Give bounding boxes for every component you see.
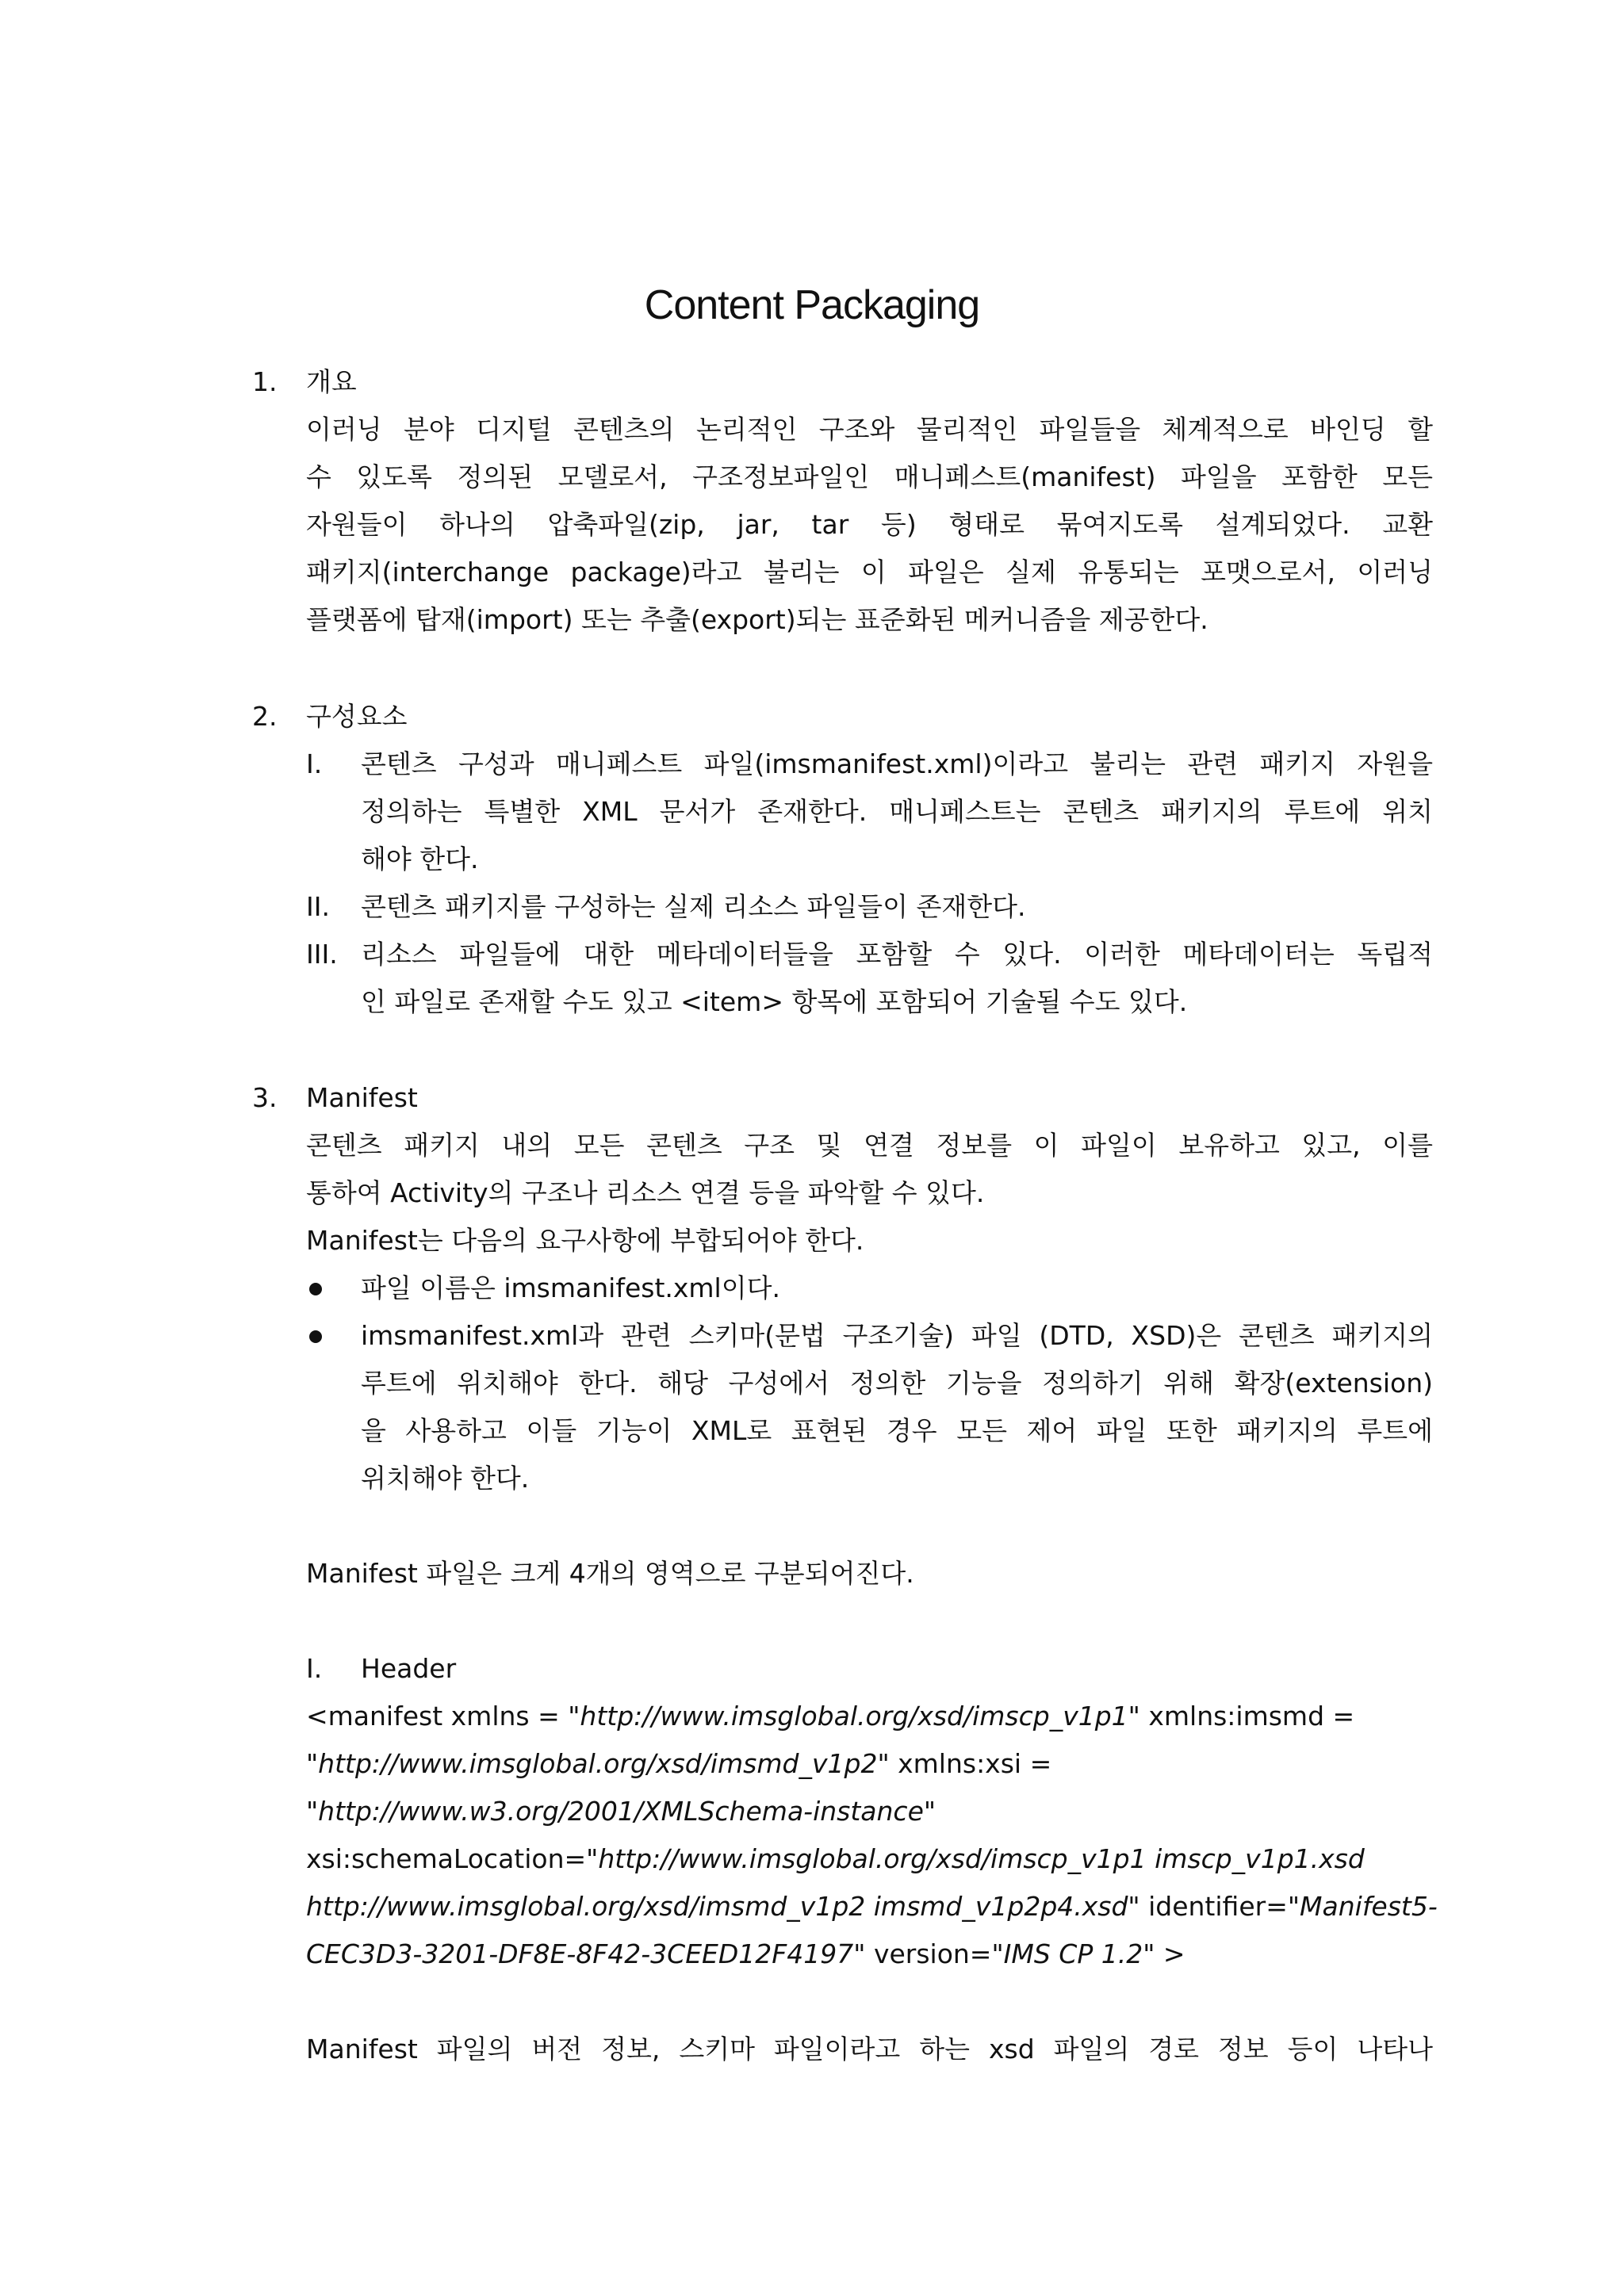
- section-3-number: 3.: [252, 1082, 278, 1113]
- section-1-number: 1.: [252, 366, 278, 397]
- code-line: "http://www.w3.org/2001/XMLSchema-instance": [306, 1796, 936, 1827]
- section-3-heading: Manifest: [306, 1082, 418, 1113]
- code-line: xsi:schemaLocation="http://www.imsglobal.org/xsd/imscp_v1p1 imscp_v1p1.xsd: [306, 1843, 1365, 1874]
- item-line: 콘텐츠 구성과 매니페스트 파일(imsmanifest.xml)이라고 불리는 관련 패키지 자원을: [361, 748, 1433, 779]
- bullet-icon: [309, 1283, 322, 1295]
- code-line: <manifest xmlns = "http://www.imsglobal.org/xsd/imscp_v1p1" xmlns:imsmd =: [306, 1701, 1355, 1732]
- subsection-numeral: I.: [306, 1653, 323, 1684]
- section-2-heading: 구성요소: [306, 701, 408, 732]
- section-1-line: 패키지(interchange package)라고 불리는 이 파일은 실제 유통되는 포맷으로서, 이러닝: [306, 557, 1433, 587]
- bullet-line: 파일 이름은 imsmanifest.xml이다.: [361, 1272, 780, 1303]
- subsection-heading: Header: [361, 1653, 457, 1684]
- manifest-areas-text: Manifest 파일은 크게 4개의 영역으로 구분되어진다.: [306, 1558, 914, 1589]
- item-line: 인 파일로 존재할 수도 있고 <item> 항목에 포함되어 기술될 수도 있다.: [361, 986, 1188, 1017]
- document-title: Content Packaging: [644, 282, 980, 328]
- section-2-number: 2.: [252, 701, 278, 732]
- item-line: 해야 한다.: [361, 844, 479, 874]
- section-3-intro-line: 콘텐츠 패키지 내의 모든 콘텐츠 구조 및 연결 정보를 이 파일이 보유하고 있고, 이를: [306, 1130, 1433, 1161]
- item-numeral: I.: [306, 748, 323, 779]
- item-line: 정의하는 특별한 XML 문서가 존재한다. 매니페스트는 콘텐츠 패키지의 루트에 위치: [361, 796, 1433, 827]
- section-3-intro-line: Manifest는 다음의 요구사항에 부합되어야 한다.: [306, 1225, 864, 1256]
- bullet-line: imsmanifest.xml과 관련 스키마(문법 구조기술) 파일 (DTD, XSD)은 콘텐츠 패키지의: [361, 1320, 1433, 1351]
- section-1-line: 플랫폼에 탑재(import) 또는 추출(export)되는 표준화된 메커니즘을 제공한다.: [306, 604, 1208, 635]
- section-1-line: 자원들이 하나의 압축파일(zip, jar, tar 등) 형태로 묶여지도록 설계되었다. 교환: [306, 509, 1433, 540]
- code-line: http://www.imsglobal.org/xsd/imsmd_v1p2 imsmd_v1p2p4.xsd" identifier="Manifest5-: [306, 1891, 1438, 1922]
- section-1-line: 수 있도록 정의된 모델로서, 구조정보파일인 매니페스트(manifest) 파일을 포함한 모든: [306, 461, 1433, 492]
- bullet-line: 위치해야 한다.: [361, 1463, 530, 1494]
- bullet-line: 을 사용하고 이들 기능이 XML로 표현된 경우 모든 제어 파일 또한 패키지의 루트에: [361, 1415, 1433, 1446]
- code-line: CEC3D3-3201-DF8E-8F42-3CEED12F4197" version="IMS CP 1.2" >: [306, 1938, 1185, 1969]
- section-1-line: 이러닝 분야 디지털 콘텐츠의 논리적인 구조와 물리적인 파일들을 체계적으로 바인딩 할: [306, 414, 1433, 445]
- section-1-heading: 개요: [306, 366, 357, 397]
- section-3-intro-line: 통하여 Activity의 구조나 리소스 연결 등을 파악할 수 있다.: [306, 1177, 985, 1208]
- item-line: 리소스 파일들에 대한 메타데이터들을 포함할 수 있다. 이러한 메타데이터는 독립적: [361, 939, 1433, 970]
- item-line: 콘텐츠 패키지를 구성하는 실제 리소스 파일들이 존재한다.: [361, 891, 1026, 922]
- closing-paragraph-line: Manifest 파일의 버전 정보, 스키마 파일이라고 하는 xsd 파일의 경로 정보 등이 나타나: [306, 2034, 1433, 2064]
- code-line: "http://www.imsglobal.org/xsd/imsmd_v1p2" xmlns:xsi =: [306, 1748, 1052, 1779]
- item-numeral: III.: [306, 939, 338, 970]
- bullet-icon: [309, 1330, 322, 1343]
- bullet-line: 루트에 위치해야 한다. 해당 구성에서 정의한 기능을 정의하기 위해 확장(extension): [361, 1368, 1433, 1399]
- item-numeral: II.: [306, 891, 330, 922]
